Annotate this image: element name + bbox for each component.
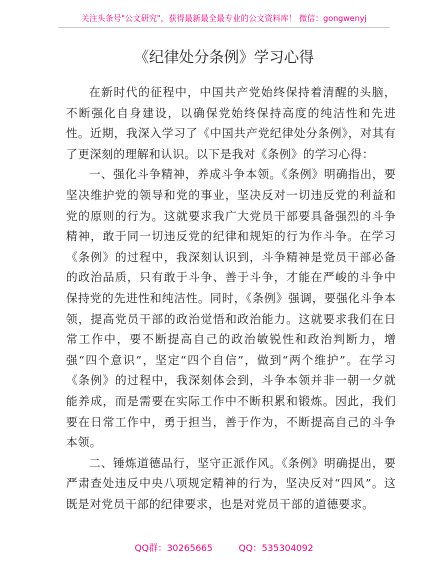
- page-title: 《纪律处分条例》学习心得: [133, 48, 314, 66]
- header-note: [0, 14, 448, 24]
- footer-contact: [0, 543, 448, 555]
- footer-qq-number: QQ：535304092: [238, 544, 314, 554]
- document-body: [66, 82, 396, 514]
- header-note-text: 关注头条号"公文研究"，获得最新最全最专业的公文资料库！ 微信：gongwenyj: [81, 14, 367, 23]
- paragraph-section-1: 一、强化斗争精神，养成斗争本领。《条例》明确指出，要坚决维护党的领导和党的事业，坚决反对一切违反党的利益和党的原则的行为。这就要求我广大党员干部要具备强烈的斗争精神，敢于同一切违反党的纪律和规矩的行为作斗争。在学习《条例》的过程中，我深刻认识到，斗争精神是党员干部必备的政治品质，只有敢于斗争、善于斗争，才能在严峻的斗争中保持党的先进性和纯洁性。同时，《条例》强调，要强化斗争本领，提高党员干部的政治觉悟和政治能力。这就要求我们在日常工作中，要不断提高自己的政治敏锐性和政治判断力，增强“四个意识”，坚定“四个自信”，做到“两个维护”。在学习《条例》的过程中，我深刻体会到，斗争本领并非一朝一夕就能养成，而是需要在实际工作中不断积累和锻炼。因此，我们要在日常工作中，勇于担当，善于作为，不断提高自己的斗争本领。: [66, 167, 396, 450]
- footer-qq-group: QQ群：30265665: [134, 544, 213, 554]
- paragraph-section-2: 二、锤炼道德品行，坚守正派作风。《条例》明确提出，要严肃查处违反中央八项规定精神的行为，坚决反对“四风”。这既是对党员干部的纪律要求，也是对党员干部的道德要求。: [66, 455, 396, 511]
- header-divider: [58, 27, 390, 28]
- paragraph-intro: 在新时代的征程中，中国共产党始终保持着清醒的头脑，不断强化自身建设，以确保党始终保持高度的纯洁性和先进性。近期，我深入学习了《中国共产党纪律处分条例》，对其有了更深刻的理解和认识。以下是我对《条例》的学习心得：: [66, 85, 396, 161]
